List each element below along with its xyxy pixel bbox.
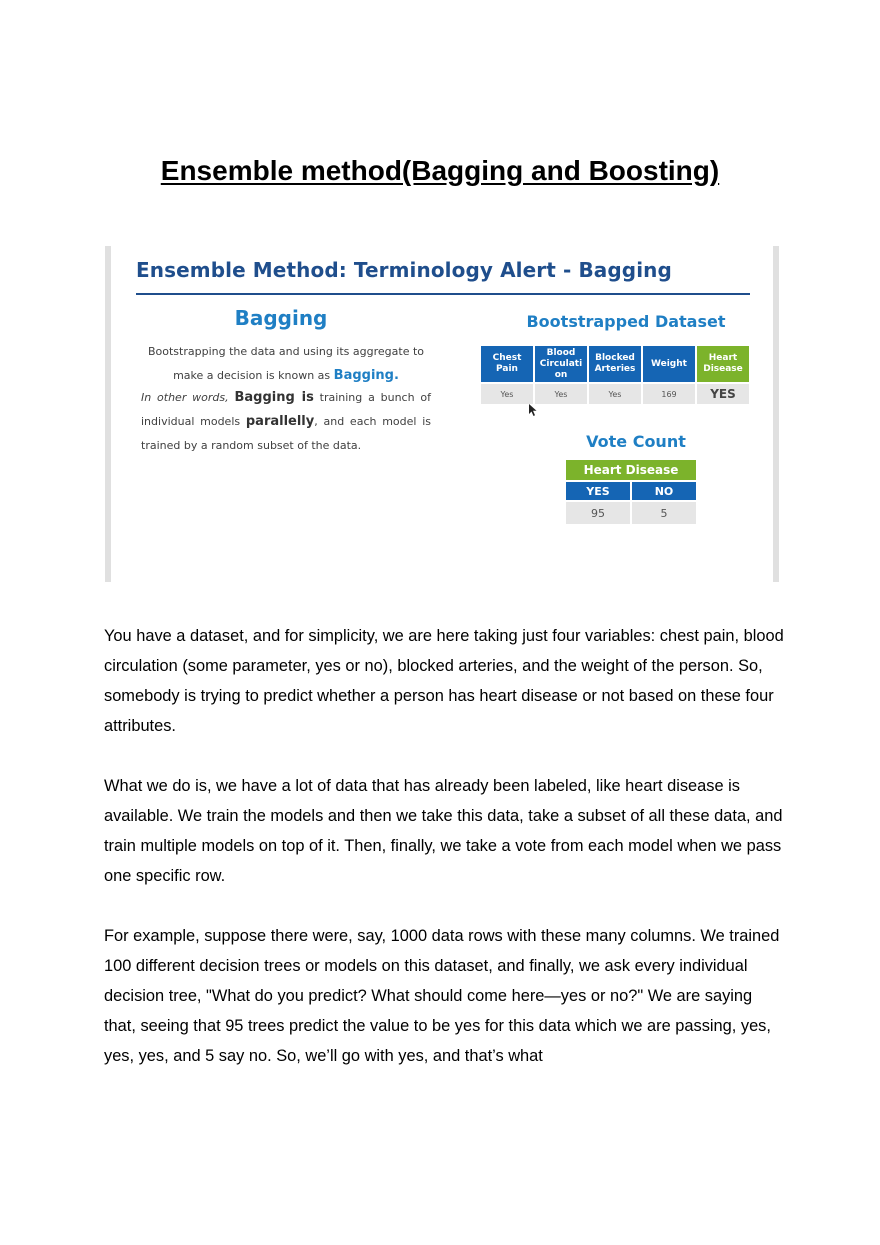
cell-chest-pain: Yes <box>481 384 533 404</box>
definition-line-1: Bootstrapping the data and using its aggregate to <box>147 345 424 358</box>
paragraph-2: What we do is, we have a lot of data that has already been labeled, like heart disease is available. We train the models and then we take this data, take a subset of all these data, and train multiple models on top of it. Then, finally, we take a vote from each model when we pass one specific row. <box>104 777 783 885</box>
bagging-definition <box>141 340 431 388</box>
table-row <box>481 384 749 404</box>
header-chest-pain: Chest Pain <box>481 346 533 382</box>
slide-title: Ensemble Method: Terminology Alert - Bagging <box>136 258 672 282</box>
vote-no-count: 5 <box>632 502 696 524</box>
vote-count-table <box>564 458 698 526</box>
explanation-end: , and each model is trained by a random subset of the data. <box>141 415 431 452</box>
bagging-slide-image <box>105 246 779 582</box>
vote-yes-count: 95 <box>566 502 630 524</box>
definition-line-2: make a decision is known as <box>173 369 334 382</box>
bootstrapped-dataset-heading: Bootstrapped Dataset <box>526 312 726 331</box>
cell-blocked-arteries: Yes <box>589 384 641 404</box>
table-row <box>566 502 696 524</box>
vote-header-yes: YES <box>566 482 630 500</box>
body-text <box>104 621 784 1071</box>
paragraph-1: You have a dataset, and for simplicity, we are here taking just four variables: chest pain, blood circulation (some parameter, yes or no), blocked arteries, and the weight of the person. So, somebody is trying to predict whether a person has heart disease or not based on these four attributes. <box>104 627 784 735</box>
slide-divider <box>136 293 750 295</box>
vote-header-no: NO <box>632 482 696 500</box>
parallelly-term: parallelly <box>245 414 315 429</box>
vote-table-title: Heart Disease <box>566 460 696 480</box>
document-title: Ensemble method(Bagging and Boosting) <box>160 155 720 186</box>
bootstrapped-dataset-table <box>479 344 751 406</box>
vote-count-heading: Vote Count <box>586 432 686 451</box>
bagging-explanation <box>141 386 431 458</box>
in-other-words: In other words, <box>141 391 229 404</box>
cell-weight: 169 <box>643 384 695 404</box>
explanation-mid: training a bunch of individual models <box>141 391 431 428</box>
header-blocked-arteries: Blocked Arteries <box>589 346 641 382</box>
mouse-cursor-icon <box>529 404 537 416</box>
bagging-heading: Bagging <box>234 306 328 330</box>
definition-term: Bagging. <box>333 368 399 383</box>
header-heart-disease: Heart Disease <box>697 346 749 382</box>
cell-heart-disease: YES <box>697 384 749 404</box>
header-blood-circulation: Blood Circulati on <box>535 346 587 382</box>
cell-blood-circulation: Yes <box>535 384 587 404</box>
paragraph-3: For example, suppose there were, say, 1000 data rows with these many columns. We trained 100 different decision trees or models on this dataset, and finally, we ask every individual decision tree, "What do you predict? What should come here—yes or no?" We are saying that, seeing that 95 trees predict the value to be yes for this data which we are passing, yes, yes, yes, and 5 say no. So, we’ll go with yes, and that’s what <box>104 927 780 1065</box>
header-weight: Weight <box>643 346 695 382</box>
bagging-is-term: Bagging is <box>234 390 314 405</box>
